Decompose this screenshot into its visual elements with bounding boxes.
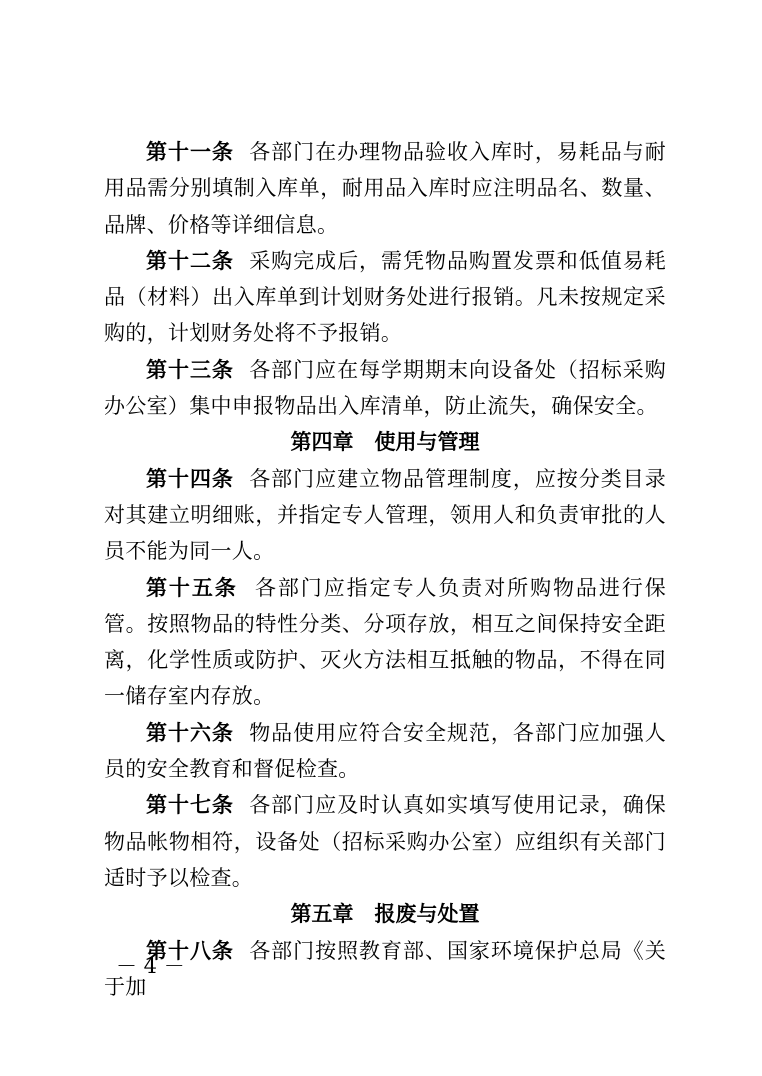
article-label: 第十四条	[146, 466, 234, 491]
article-14	[104, 461, 666, 570]
article-text: 各部门应指定专人负责对所购物品进行保管。按照物品的特性分类、分项存放，相互之间保持安全距离，化学性质或防护、灭火方法相互抵触的物品，不得在同一储存室内存放。	[104, 575, 667, 709]
chapter-4-heading: 第四章 使用与管理	[290, 430, 480, 455]
article-15	[104, 570, 666, 715]
article-label: 第十二条	[146, 248, 234, 273]
page-number: － 4 －	[116, 954, 185, 978]
article-text: 各部门应建立物品管理制度，应按分类目录对其建立明细账，并指定专人管理，领用人和负责审批的人员不能为同一人。	[104, 466, 666, 564]
article-text: 采购完成后，需凭物品购置发票和低值易耗品（材料）出入库单到计划财务处进行报销。凡未按规定采购的，计划财务处将不予报销。	[104, 248, 666, 346]
chapter-5-heading: 第五章 报废与处置	[290, 902, 480, 927]
article-label: 第十三条	[146, 357, 234, 382]
article-18	[104, 933, 666, 1006]
article-11	[104, 134, 666, 243]
article-text: 各部门应及时认真如实填写使用记录，确保物品帐物相符，设备处（招标采购办公室）应组织有关部门适时予以检查。	[104, 793, 666, 890]
article-label: 第十五条	[146, 575, 238, 600]
article-13	[104, 352, 666, 425]
article-text: 各部门按照教育部、国家环境保护总局《关于加	[104, 938, 666, 999]
article-label: 第十八条	[146, 938, 234, 963]
article-label: 第十六条	[146, 720, 234, 745]
article-17	[104, 787, 666, 896]
article-12	[104, 243, 666, 352]
article-label: 第十七条	[146, 793, 234, 818]
article-text: 各部门在办理物品验收入库时，易耗品与耐用品需分别填制入库单，耐用品入库时应注明品名、数量、品牌、价格等详细信息。	[104, 140, 666, 237]
article-label: 第十一条	[146, 140, 234, 164]
article-text: 物品使用应符合安全规范，各部门应加强人员的安全教育和督促检查。	[104, 720, 666, 782]
article-16	[104, 715, 666, 788]
article-text: 各部门应在每学期期末向设备处（招标采购办公室）集中申报物品出入库清单，防止流失，确保安全。	[104, 357, 666, 419]
document-body	[104, 134, 666, 1005]
